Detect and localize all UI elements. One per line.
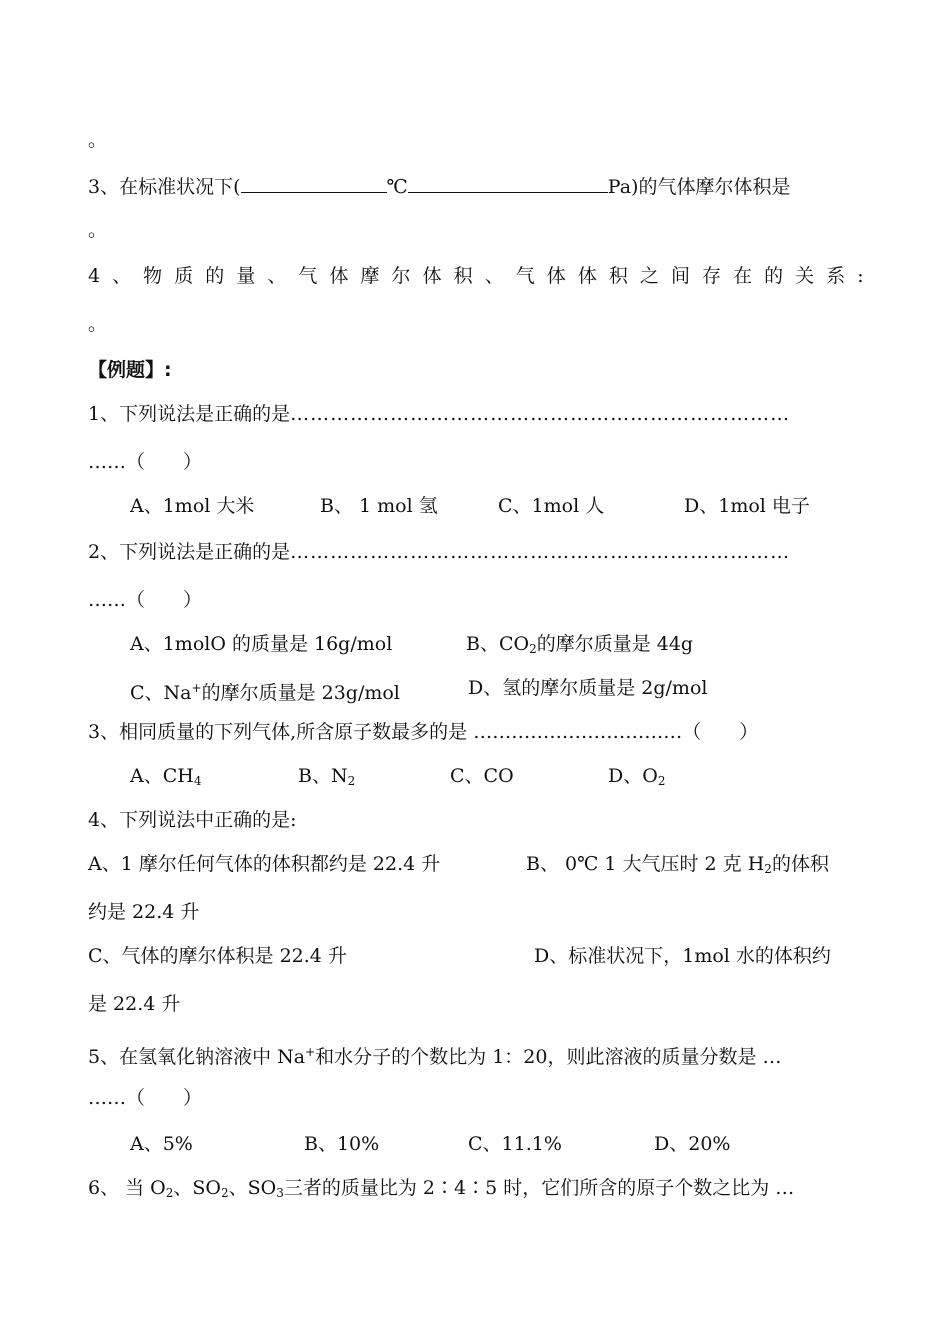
- option-b: B、 1 mol 氢: [320, 495, 438, 517]
- option-c: C、气体的摩尔体积是 22.4 升: [88, 945, 347, 967]
- option-d-continued: 是 22.4 升: [88, 993, 181, 1015]
- example-2-stem: [88, 540, 864, 564]
- blank-pressure[interactable]: [408, 172, 608, 193]
- question-3-fill: [88, 172, 790, 199]
- option-b-continued: 约是 22.4 升: [88, 901, 200, 923]
- dot-leader: ……………………………（ ）: [473, 721, 759, 743]
- question-4-char: 、: [112, 265, 132, 287]
- example-4-row-ab: [88, 852, 864, 876]
- answer-bracket: ……（ ）: [88, 589, 203, 611]
- question-4-char: 间: [670, 265, 690, 287]
- example-5-stem: 5、在氢氧化钠溶液中 Na+和水分子的个数比为 1：20，则此溶液的质量分数是 …: [88, 1045, 782, 1068]
- question-4-char: 物: [143, 265, 163, 287]
- blank-temperature[interactable]: [241, 172, 387, 193]
- period-line: 。: [88, 313, 108, 335]
- question-4-char: 量: [236, 265, 256, 287]
- option-a: A、$CH_4$: [130, 765, 202, 788]
- option-d: D、1mol 电子: [684, 495, 810, 517]
- option-c: C、CO: [450, 765, 514, 787]
- question-4-char: 、: [484, 265, 504, 287]
- question-4-char: 气: [515, 265, 535, 287]
- answer-bracket: ……（ ）: [88, 1087, 203, 1109]
- example-6-stem: 6、 当 $O_2$、$SO_2$、$SO_3$三者的质量比为 2∶4∶5 时，它们所含的原子个数之比为 …: [88, 1177, 795, 1200]
- question-4-char: 、: [267, 265, 287, 287]
- option-b: B、10%: [304, 1133, 380, 1155]
- question-3-prefix: 3、在标准状况下(: [88, 176, 241, 198]
- option-c: C、1mol 人: [498, 495, 605, 517]
- question-4-char: 体: [577, 265, 597, 287]
- option-a: A、1mol 大米: [130, 495, 255, 517]
- example-4-row-cd: [88, 944, 864, 968]
- question-4-char: 积: [608, 265, 628, 287]
- option-d: D、标准状况下，1mol 水的体积约: [534, 945, 831, 967]
- example-3-stem: 3、相同质量的下列气体,所含原子数最多的是 ……………………………（ ）: [88, 721, 759, 743]
- period-line: 。: [88, 219, 108, 241]
- question-4-char: 4: [88, 265, 101, 287]
- section-heading: 【例题】:: [88, 359, 172, 381]
- example-2-text: 2、下列说法是正确的是: [88, 541, 291, 563]
- question-4-char: 的: [205, 265, 225, 287]
- question-4-char: 体: [422, 265, 442, 287]
- question-4-char: 之: [639, 265, 659, 287]
- question-4-char: 关: [795, 265, 815, 287]
- question-4-char: 存: [702, 265, 722, 287]
- option-c: C、Na+的摩尔质量是 23g/mol: [130, 681, 400, 704]
- option-b: B、$N_2$: [298, 765, 356, 788]
- dot-leader: …………………………………………………………………: [290, 541, 791, 563]
- example-1-stem: [88, 402, 864, 426]
- question-3-suffix: Pa)的气体摩尔体积是: [607, 176, 791, 198]
- question-4-char: 系: [826, 265, 846, 287]
- option-d: D、氢的摩尔质量是 2g/mol: [468, 677, 708, 699]
- question-4-char: 体: [329, 265, 349, 287]
- question-4-char: 摩: [360, 265, 380, 287]
- option-d: D、$O_2$: [608, 765, 666, 788]
- option-a: A、5%: [130, 1133, 193, 1155]
- question-4-char: 体: [546, 265, 566, 287]
- question-4-fill: [88, 264, 864, 288]
- dot-leader: …………………………………………………………………: [290, 403, 791, 425]
- example-4-stem: 4、下列说法中正确的是:: [88, 809, 297, 831]
- option-b: B、$CO_2$的摩尔质量是 44g: [466, 633, 694, 656]
- question-4-char: 尔: [391, 265, 411, 287]
- answer-bracket: ……（ ）: [88, 451, 203, 473]
- option-c: C、11.1%: [468, 1133, 562, 1155]
- question-4-char: 的: [764, 265, 784, 287]
- example-1-text: 1、下列说法是正确的是: [88, 403, 291, 425]
- period-line: 。: [88, 129, 108, 151]
- option-b: B、 0℃ 1 大气压时 2 克 $H_2$的体积: [526, 853, 829, 876]
- question-4-char: :: [857, 265, 864, 287]
- option-a: A、1molO 的质量是 16g/mol: [130, 633, 393, 655]
- question-4-char: 积: [453, 265, 473, 287]
- question-4-char: 质: [174, 265, 194, 287]
- option-d: D、20%: [654, 1133, 731, 1155]
- question-4-char: 在: [733, 265, 753, 287]
- question-3-unit-celsius: ℃: [386, 176, 408, 198]
- option-a: A、1 摩尔任何气体的体积都约是 22.4 升: [88, 853, 441, 875]
- question-4-char: 气: [298, 265, 318, 287]
